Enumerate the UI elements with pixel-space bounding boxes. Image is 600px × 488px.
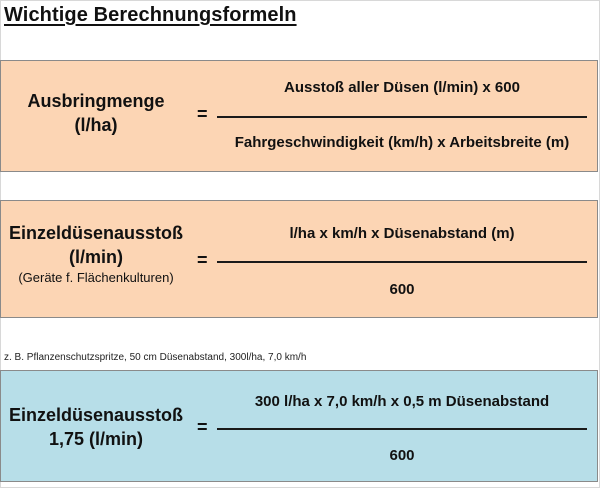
formula-box-einzelduesenausstoss [0,200,598,318]
formula-lhs-unit: (l/min) [69,247,123,267]
formula-lhs-unit: 1,75 (l/min) [48,429,144,449]
equals-sign: = [197,250,208,270]
fraction-line [217,428,587,430]
formula-denominator: 600 [389,281,415,298]
formula-lhs [11,89,181,137]
equals-sign: = [197,104,208,124]
formula-box-example [0,370,598,482]
fraction-line [217,261,587,263]
fraction-line [217,116,587,118]
example-note: z. B. Pflanzenschutzspritze, 50 cm Düsenabstand, 300l/ha, 7,0 km/h [4,352,307,363]
formula-lhs [3,221,189,287]
formula-numerator: l/ha x km/h x Düsenabstand (m) [289,225,515,242]
formula-lhs-label: Einzeldüsenausstoß [8,405,184,425]
formula-lhs-note: (Geräte f. Flächenkulturen) [18,270,174,285]
formula-numerator: Ausstoß aller Düsen (l/min) x 600 [284,79,520,96]
formula-numerator: 300 l/ha x 7,0 km/h x 0,5 m Düsenabstand [254,393,550,410]
formula-lhs [3,403,189,451]
formula-denominator: 600 [389,447,415,464]
formula-lhs-unit: (l/ha) [74,115,118,135]
formula-denominator: Fahrgeschwindigkeit (km/h) x Arbeitsbreite (m) [234,134,570,151]
equals-sign: = [197,417,208,437]
formula-lhs-label: Einzeldüsenausstoß [8,223,184,243]
page-title: Wichtige Berechnungsformeln [4,4,297,26]
formula-box-ausbringmenge [0,60,598,172]
formula-lhs-label: Ausbringmenge [27,91,165,111]
